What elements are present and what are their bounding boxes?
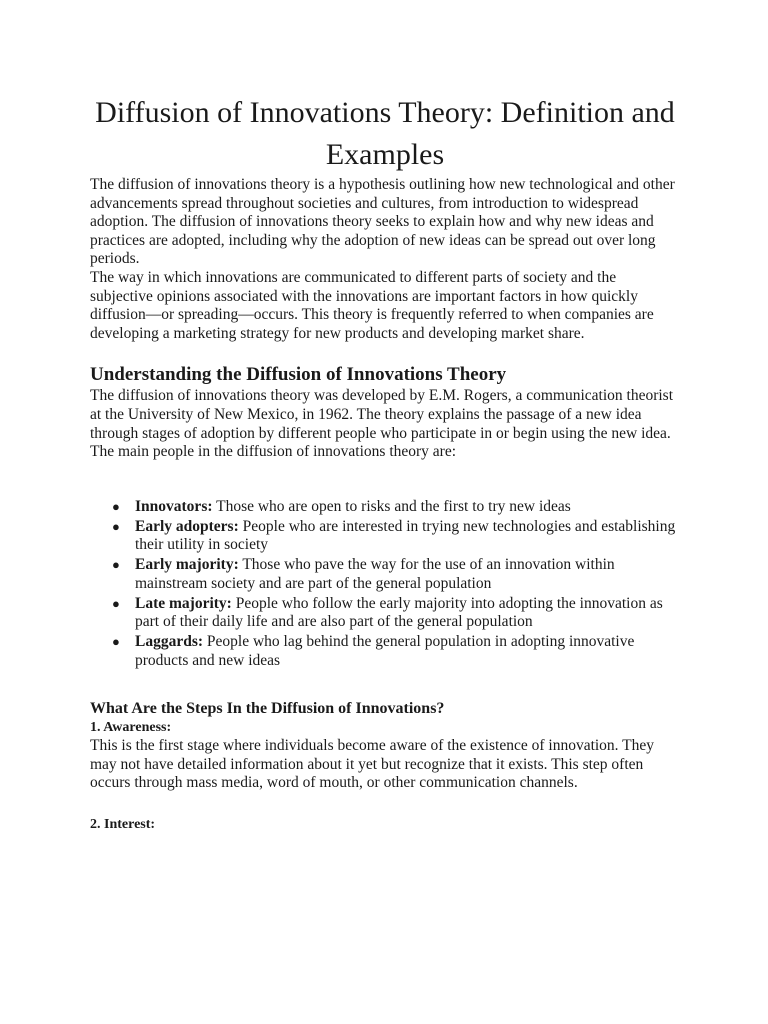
section-heading-steps: What Are the Steps In the Diffusion of Innovations?	[90, 700, 445, 718]
step-1-label: 1. Awareness:	[90, 720, 172, 736]
list-item-term: Late majority:	[135, 594, 232, 612]
bullet-icon: ●	[112, 595, 120, 611]
list-item	[90, 595, 680, 632]
list-item	[90, 556, 680, 593]
list-item-term: Innovators:	[135, 497, 213, 515]
document-page	[90, 92, 680, 834]
list-item	[90, 633, 680, 670]
intro-paragraph-1: The diffusion of innovations theory is a hypothesis outlining how new technological and other advancements spread throughout societies and cultures, from introduction to widespread adoption. The diffusion of innovations theory seeks to explain how and why new ideas and practices are adopted, including why the adoption of new ideas can be spread out over long periods.	[90, 176, 675, 268]
intro-paragraph-2: The way in which innovations are communicated to different parts of society and the subjective opinions associated with the innovations are important factors in how quickly diffusion—or spreading—occurs. This theory is frequently referred to when companies are developing a marketing strategy for new products and developing market share.	[90, 268, 654, 342]
bullet-icon: ●	[112, 498, 120, 514]
step-2-label: 2. Interest:	[90, 817, 156, 833]
bullet-icon: ●	[112, 557, 120, 573]
adopter-list	[90, 498, 680, 671]
list-item-term: Laggards:	[135, 633, 204, 651]
list-item-term: Early majority:	[135, 556, 239, 574]
list-item	[90, 498, 680, 517]
section-heading-understanding: Understanding the Diffusion of Innovations Theory	[90, 364, 507, 386]
list-item-desc: Those who pave the way for the use of an innovation within mainstream society and are part of the general population	[135, 556, 615, 592]
page-title: Diffusion of Innovations Theory: Definition and Examples	[95, 96, 675, 171]
list-item-desc: People who follow the early majority into adopting the innovation as part of their daily life and are also part of the general population	[135, 594, 663, 631]
list-item-desc: People who lag behind the general population in adopting innovative products and new ideas	[135, 633, 635, 669]
section-paragraph-rogers: The diffusion of innovations theory was developed by E.M. Rogers, a communication theorist at the University of New Mexico, in 1962. The theory explains the passage of a new idea through stages of adoption by different people who participate in or begin using the new idea. The main people in the diffusion of innovations theory are:	[90, 387, 674, 461]
list-item	[90, 518, 680, 555]
list-item-term: Early adopters:	[135, 517, 239, 535]
step-1-paragraph: This is the first stage where individuals become aware of the existence of innovation. They may not have detailed information about it yet but recognize that it exists. This step often occurs through mass media, word of mouth, or other communication channels.	[90, 737, 655, 792]
bullet-icon: ●	[112, 518, 120, 534]
bullet-icon: ●	[112, 634, 120, 650]
list-item-desc: Those who are open to risks and the first to try new ideas	[212, 497, 571, 515]
list-item-desc: People who are interested in trying new technologies and establishing their utility in society	[135, 517, 676, 554]
